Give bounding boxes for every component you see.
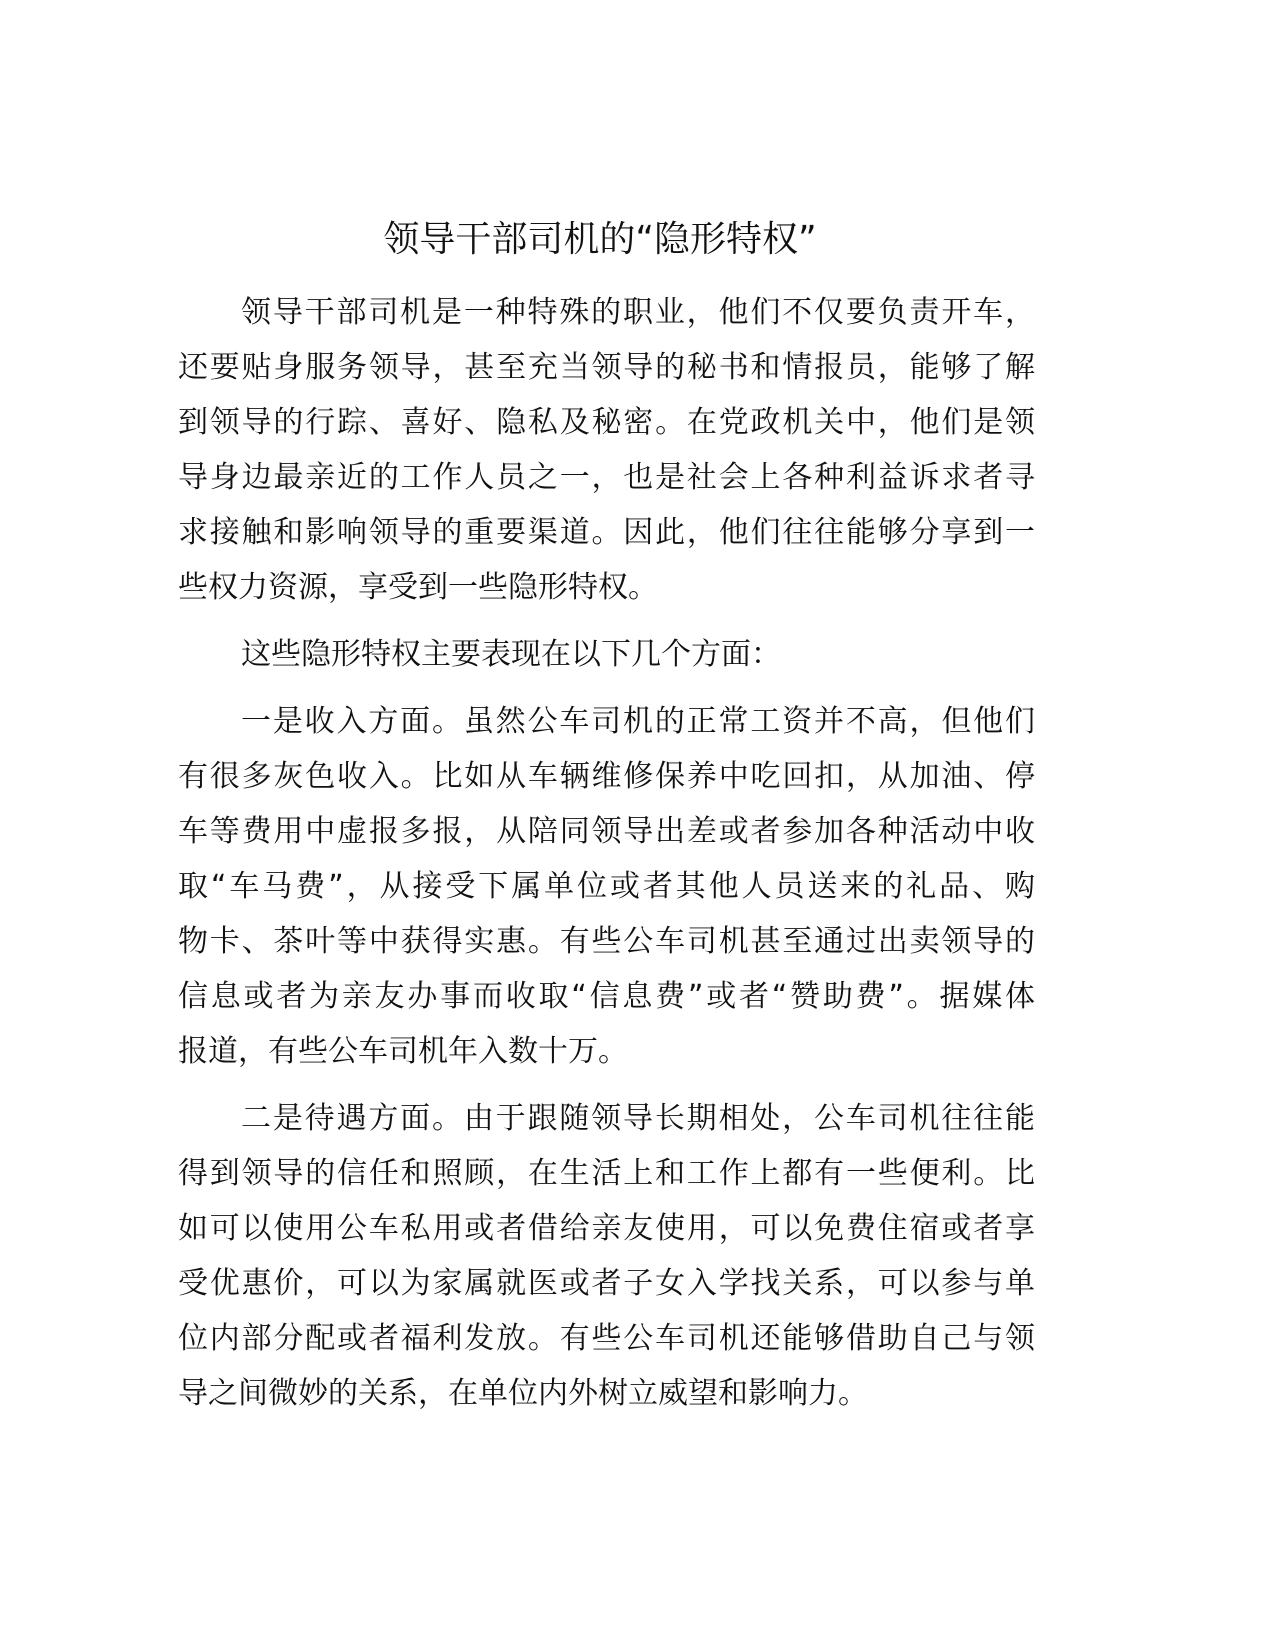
document-title: 领导干部司机的“隐形特权” (383, 219, 817, 260)
text-line: 车等费用中虚报多报，从陪同领导出差或者参加各种活动中收 (178, 814, 1035, 849)
paragraph (178, 1096, 1035, 1426)
text-line: 报道，有些公车司机年入数十万。 (178, 1034, 628, 1069)
text-line: 些权力资源，享受到一些隐形特权。 (178, 570, 658, 605)
paragraph (178, 632, 1035, 687)
text-line: 到领导的行踪、喜好、隐私及秘密。在党政机关中，他们是领 (178, 405, 1035, 440)
text-line: 一是收入方面。虽然公车司机的正常工资并不高，但他们 (241, 704, 1035, 739)
document-body (178, 290, 1035, 1438)
text-line: 取“车马费”，从接受下属单位或者其他人员送来的礼品、购 (178, 869, 1035, 904)
text-line: 受优惠价，可以为家属就医或者子女入学找关系，可以参与单 (178, 1266, 1035, 1301)
text-line: 求接触和影响领导的重要渠道。因此，他们往往能够分享到一 (178, 515, 1035, 550)
text-line: 物卡、茶叶等中获得实惠。有些公车司机甚至通过出卖领导的 (178, 924, 1035, 959)
text-line: 二是待遇方面。由于跟随领导长期相处，公车司机往往能 (241, 1101, 1035, 1136)
text-line: 如可以使用公车私用或者借给亲友使用，可以免费住宿或者享 (178, 1211, 1035, 1246)
paragraph (178, 290, 1035, 620)
text-line: 得到领导的信任和照顾，在生活上和工作上都有一些便利。比 (178, 1156, 1035, 1191)
text-line: 这些隐形特权主要表现在以下几个方面： (241, 637, 781, 672)
text-line: 导身边最亲近的工作人员之一，也是社会上各种利益诉求者寻 (178, 460, 1035, 495)
text-line: 导之间微妙的关系，在单位内外树立威望和影响力。 (178, 1376, 868, 1411)
text-line: 还要贴身服务领导，甚至充当领导的秘书和情报员，能够了解 (178, 350, 1035, 385)
text-line: 有很多灰色收入。比如从车辆维修保养中吃回扣，从加油、停 (178, 759, 1035, 794)
text-line: 位内部分配或者福利发放。有些公车司机还能够借助自己与领 (178, 1321, 1035, 1356)
text-line: 信息或者为亲友办事而收取“信息费”或者“赞助费”。据媒体 (178, 979, 1035, 1014)
paragraph (178, 699, 1035, 1084)
text-line: 领导干部司机是一种特殊的职业，他们不仅要负责开车， (241, 295, 1035, 330)
